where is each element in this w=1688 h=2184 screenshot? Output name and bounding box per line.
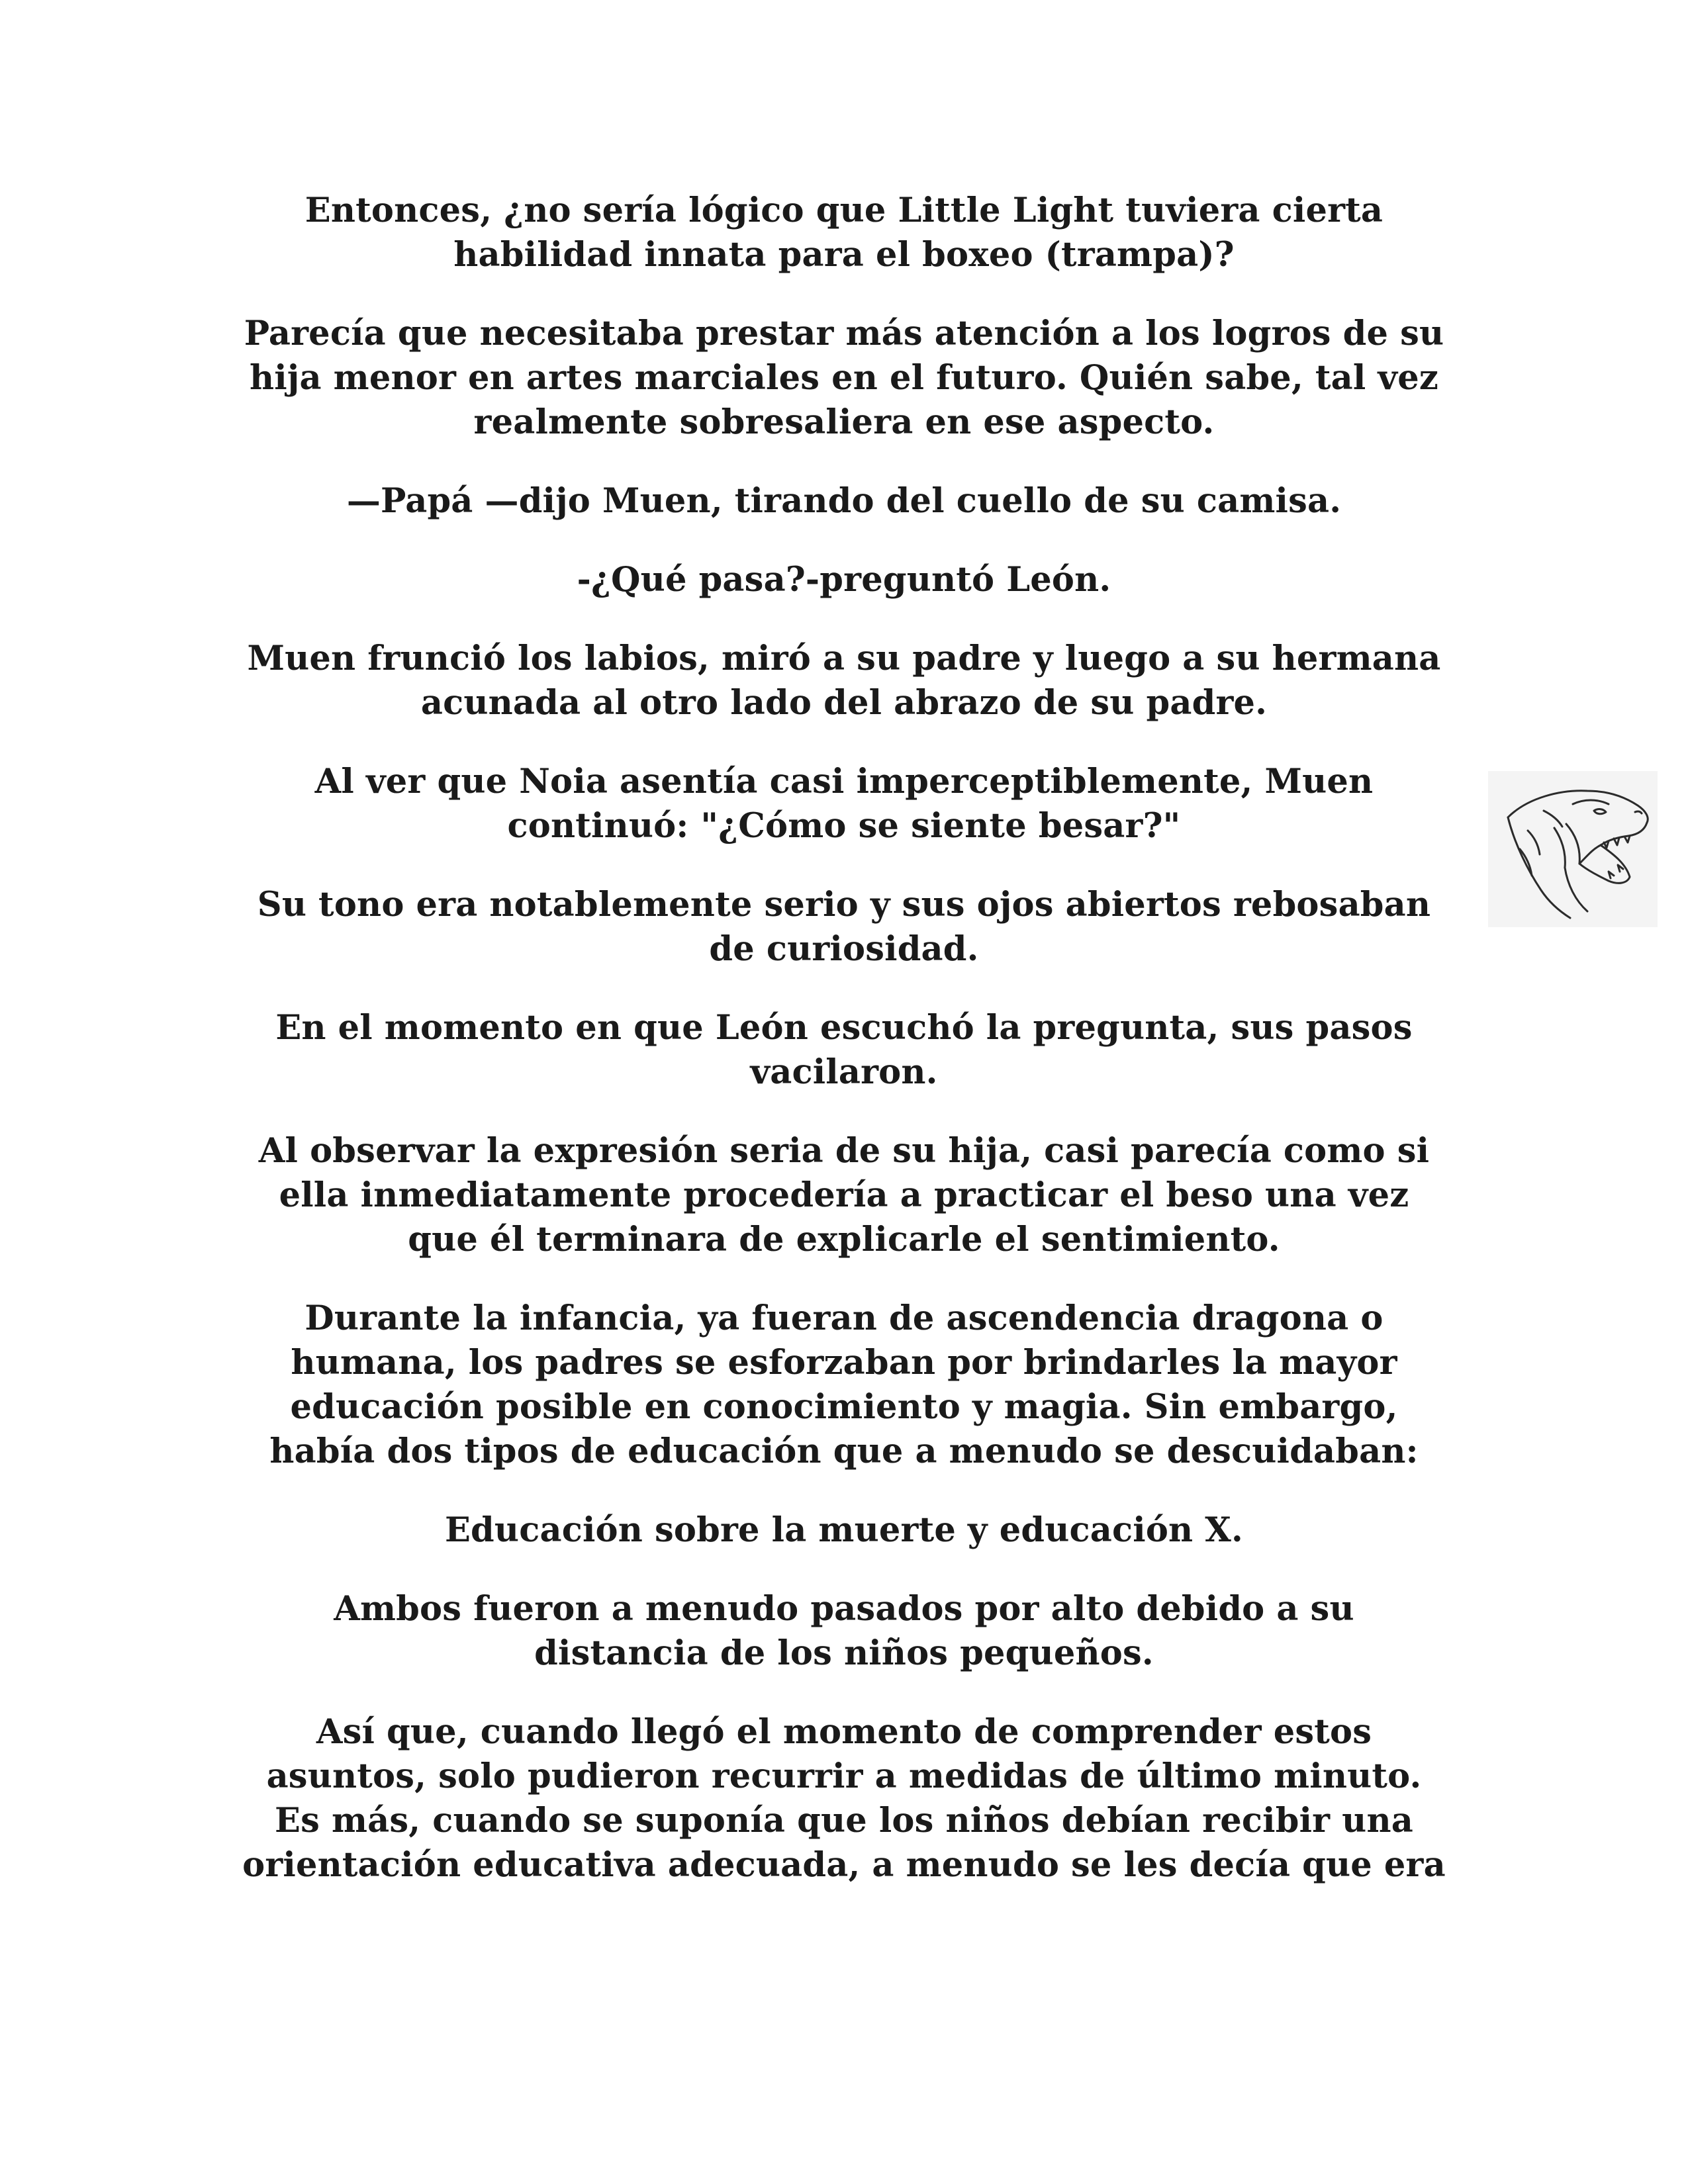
text-line: distancia de los niños pequeños. bbox=[534, 1633, 1154, 1673]
paragraph bbox=[225, 637, 1463, 725]
text-line: Es más, cuando se suponía que los niños debían recibir una bbox=[275, 1801, 1413, 1841]
text-line: educación posible en conocimiento y magia. Sin embargo, bbox=[290, 1387, 1398, 1427]
paragraph bbox=[225, 1129, 1463, 1262]
text-line: Al ver que Noia asentía casi imperceptiblemente, Muen bbox=[314, 762, 1374, 801]
paragraph bbox=[225, 1006, 1463, 1095]
text-line: ella inmediatamente procedería a practicar el beso una vez bbox=[279, 1175, 1409, 1215]
text-line: realmente sobresaliera en ese aspecto. bbox=[473, 402, 1215, 442]
paragraph bbox=[225, 1710, 1463, 1888]
paragraph bbox=[225, 1297, 1463, 1474]
text-line: -¿Qué pasa?-preguntó León. bbox=[577, 560, 1111, 600]
paragraph bbox=[225, 1587, 1463, 1676]
text-line: orientación educativa adecuada, a menudo se les decía que era bbox=[242, 1845, 1446, 1885]
paragraph bbox=[225, 189, 1463, 277]
text-line: Parecía que necesitaba prestar más atención a los logros de su bbox=[244, 314, 1444, 353]
text-line: vacilaron. bbox=[750, 1052, 938, 1092]
text-line: habilidad innata para el boxeo (trampa)? bbox=[453, 235, 1235, 275]
text-line: —Papá —dijo Muen, tirando del cuello de su camisa. bbox=[346, 481, 1342, 521]
text-line: Así que, cuando llegó el momento de comprender estos bbox=[316, 1712, 1372, 1752]
text-line: acunada al otro lado del abrazo de su padre. bbox=[420, 683, 1268, 723]
text-line: continuó: "¿Cómo se siente besar?" bbox=[507, 806, 1181, 846]
paragraph bbox=[225, 1508, 1463, 1553]
text-line: Ambos fueron a menudo pasados por alto debido a su bbox=[334, 1589, 1354, 1629]
text-line: de curiosidad. bbox=[709, 929, 979, 969]
body-text bbox=[225, 189, 1463, 1922]
text-line: Entonces, ¿no sería lógico que Little Light tuviera cierta bbox=[305, 191, 1383, 230]
paragraph bbox=[225, 558, 1463, 602]
dinosaur-head-sketch-icon bbox=[1488, 771, 1658, 927]
paragraph bbox=[225, 312, 1463, 445]
text-line: Su tono era notablemente serio y sus ojos abiertos rebosaban bbox=[257, 885, 1431, 925]
paragraph bbox=[225, 760, 1463, 848]
text-line: humana, los padres se esforzaban por brindarles la mayor bbox=[291, 1343, 1397, 1383]
paragraph bbox=[225, 883, 1463, 972]
text-line: había dos tipos de educación que a menudo se descuidaban: bbox=[269, 1432, 1419, 1471]
text-line: Muen frunció los labios, miró a su padre y luego a su hermana bbox=[247, 639, 1441, 678]
paragraph bbox=[225, 479, 1463, 523]
text-line: Educación sobre la muerte y educación X. bbox=[444, 1510, 1244, 1550]
text-line: asuntos, solo pudieron recurrir a medidas de último minuto. bbox=[266, 1756, 1422, 1796]
text-line: Durante la infancia, ya fueran de ascendencia dragona o bbox=[305, 1298, 1383, 1338]
text-line: que él terminara de explicarle el sentimiento. bbox=[408, 1220, 1280, 1259]
text-line: hija menor en artes marciales en el futuro. Quién sabe, tal vez bbox=[249, 358, 1439, 398]
text-line: Al observar la expresión seria de su hija, casi parecía como si bbox=[258, 1131, 1430, 1171]
text-line: En el momento en que León escuchó la pregunta, sus pasos bbox=[275, 1008, 1413, 1048]
